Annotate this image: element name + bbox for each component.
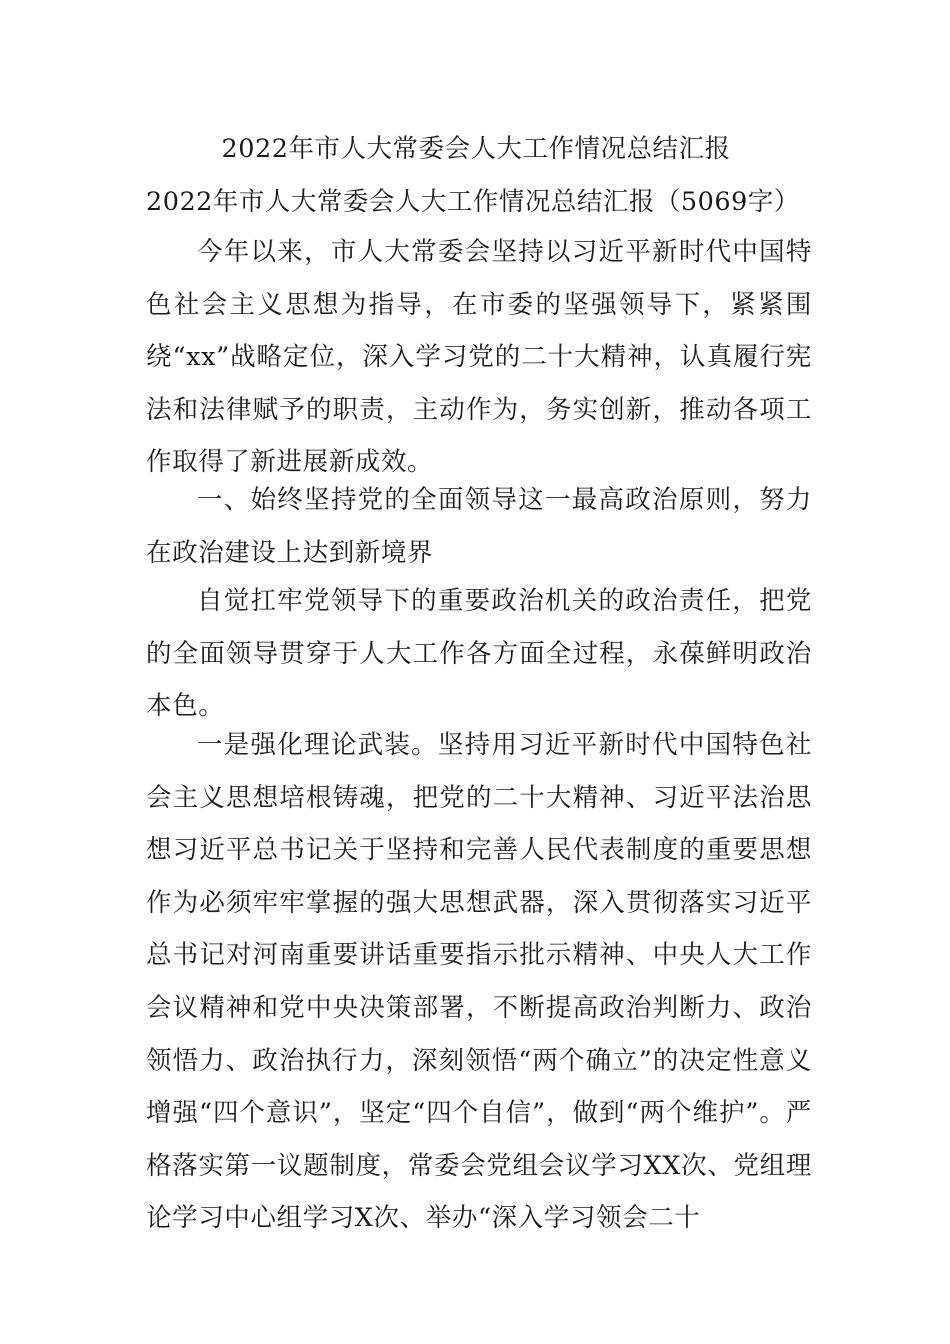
paragraph-theory-study: 一是强化理论武装。坚持用习近平新时代中国特色社会主义思想培根铸魂，把党的二十大精神、习近平法治思想习近平总书记关于坚持和完善人民代表制度的重要思想作为必须牢牢掌握的强大思想武器，深入贯彻落实习近平总书记对河南重要讲话重要指示批示精神、中央人大工作会议精神和党中央决策部署，不断提高政治判断力、政治领悟力、政治执行力，深刻领悟“两个确立”的决定性意义增强“四个意识”，坚定“四个自信”，做到“两个维护”。严格落实第一议题制度，常委会党组会议学习XX次、党组理论学习中心组学习X次、举办“深入学习领会二十 (146, 730, 812, 1234)
paragraph-section-1-intro: 自觉扛牢党领导下的重要政治机关的政治责任，把党的全面领导贯穿于人大工作各方面全过程，永葆鲜明政治本色。 (146, 586, 812, 722)
document-title: 2022年市人大常委会人大工作情况总结汇报 (221, 134, 731, 164)
document-subtitle: 2022年市人大常委会人大工作情况总结汇报（5069字） (146, 187, 800, 217)
section-heading-1: 一、始终坚持党的全面领导这一最高政治原则，努力在政治建设上达到新境界 (146, 485, 812, 568)
paragraph-intro: 今年以来，市人大常委会坚持以习近平新时代中国特色社会主义思想为指导，在市委的坚强领导下，紧紧围绕“xx”战略定位，深入学习党的二十大精神，认真履行宪法和法律赋予的职责，主动作为，务实创新，推动各项工作取得了新进展新成效。 (146, 237, 812, 478)
